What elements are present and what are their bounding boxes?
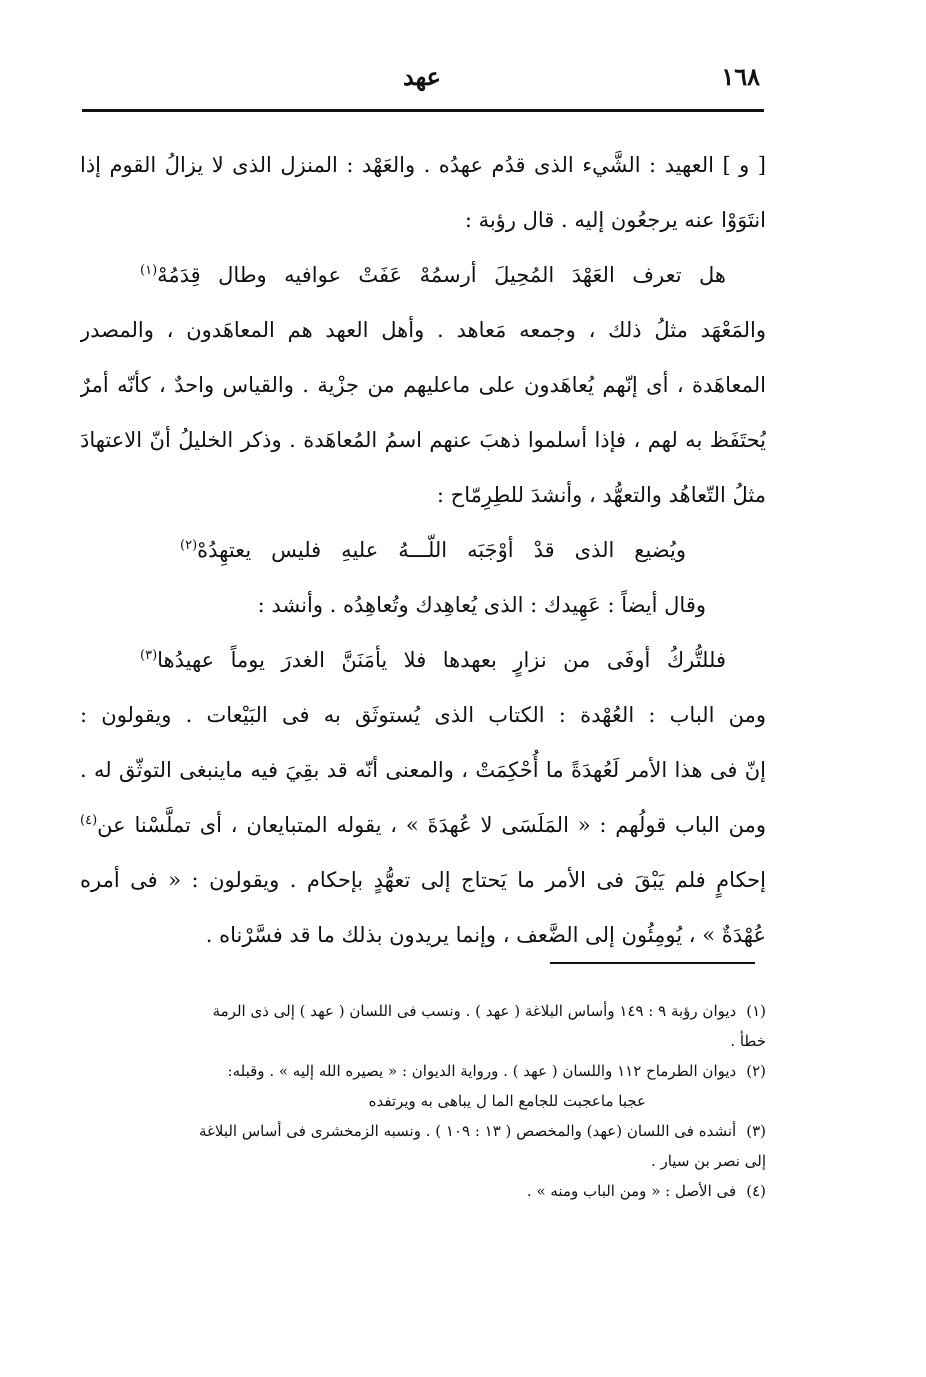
footnote-text: ديوان رؤبة ٩ : ١٤٩ وأساس البلاغة ( عهد ) . ونسب فى اللسان ( عهد ) إلى ذى الرمة <box>212 1002 737 1020</box>
footnote <box>80 1056 766 1086</box>
text-line: [ و ] العهيد : الشَّيء الذى قدُم عهدُه . والعَهْد : المنزل الذى لا يزالُ القوم إذا <box>80 153 766 177</box>
verse-text: ويُضيع الذى قدْ أوْجَبَه اللّـــهُ عليهِ فليس يعتهِدُهْ <box>197 538 686 562</box>
footnote-ref: (٤) <box>80 813 98 828</box>
header-rule <box>82 109 764 112</box>
footnote-ref: (٣) <box>140 648 158 663</box>
footnotes <box>80 996 766 1206</box>
text-line: المعاهَدة ، أى إنّهم يُعاهَدون على ماعليهم من جزْية . والقياس واحدٌ ، كأنّه أمرٌ <box>80 373 766 397</box>
main-text <box>80 138 766 963</box>
footnote-text: عجبا ماعجبت للجامع الما ل يباهى به ويرتفده <box>368 1092 646 1110</box>
text-line: انتَوَوْا عنه يرجعُون إليه . قال رؤبة : <box>464 208 766 232</box>
text-line: إنّ فى هذا الأمر لَعُهدَةً ما أُحْكِمَتْ ، والمعنى أنّه قد بقِيَ فيه ماينبغى التوثّق له . <box>80 758 766 782</box>
text-line: والمَعْهَد مثلُ ذلك ، وجمعه مَعاهد . وأهل العهد هم المعاهَدون ، والمصدر <box>80 318 766 342</box>
footnote-number: (٤) <box>746 1182 766 1200</box>
text-line: يُحتَفَظ به لهم ، فإذا أسلموا ذهبَ عنهم اسمُ المُعاهَدة . وذكر الخليلُ أنّ الاعتهادَ <box>80 428 766 452</box>
text-line: ومن الباب : العُهْدة : الكتاب الذى يُستوثَق به فى البَيْعات . ويقولون : <box>80 703 766 727</box>
page-number: ١٦٨ <box>721 62 760 91</box>
footnote <box>80 996 766 1026</box>
text-line <box>80 798 766 853</box>
text-line: وقال أيضاً : عَهِيدك : الذى يُعاهِدك وتُعاهِدُه . وأنشد : <box>257 593 706 617</box>
footnote-number: (٣) <box>746 1122 766 1140</box>
verse-line <box>80 248 766 303</box>
verse-text: فللتُّركُ أوفَى من نزارٍ بعهدها فلا يأمَنَنَّ الغدرَ يوماً عهيدُها <box>157 648 726 672</box>
footnote-continuation <box>80 1146 766 1176</box>
footnote <box>80 1176 766 1206</box>
text-line: إحكامٍ فلم يَبْقَ فى الأمر ما يَحتاج إلى تعهُّدٍ بإحكام . ويقولون : « فى أمره <box>80 868 766 892</box>
footnote-text: خطأ . <box>730 1032 766 1050</box>
footnote-separator <box>550 962 755 964</box>
footnote-text: ديوان الطرماح ١١٢ واللسان ( عهد ) . ورواية الديوان : « يصيره الله إليه » . وقبله: <box>227 1062 737 1080</box>
verse-text: هل تعرف العَهْدَ المُحِيلَ أرسمُهْ عَفَتْ عوافيه وطال قِدَمُهْ <box>157 263 726 287</box>
footnote-verse <box>80 1086 766 1116</box>
running-header <box>84 52 760 96</box>
footnote-ref: (٢) <box>180 538 198 553</box>
footnote-continuation <box>80 1026 766 1056</box>
footnote-ref: (١) <box>140 263 158 278</box>
header-title: عهد <box>403 62 441 91</box>
footnote-text: أنشده فى اللسان (عهد) والمخصص ( ١٣ : ١٠٩ ) . ونسبه الزمخشرى فى أساس البلاغة <box>199 1122 737 1140</box>
footnote-number: (١) <box>746 1002 766 1020</box>
footnote <box>80 1116 766 1146</box>
text-line: عُهْدَةٌ » ، يُومِئُون إلى الضَّعف ، وإنما يريدون بذلك ما قد فسَّرْناه . <box>205 923 766 947</box>
verse-line <box>80 633 766 688</box>
text-line: مثلُ التّعاهُد والتعهُّد ، وأنشدَ للطِرِمّاح : <box>436 483 766 507</box>
footnote-text: إلى نصر بن سيار . <box>650 1152 766 1170</box>
footnote-number: (٢) <box>746 1062 766 1080</box>
footnote-text: فى الأصل : « ومن الباب ومنه » . <box>526 1182 737 1200</box>
verse-line <box>80 523 766 578</box>
text-fragment: ومن الباب قولُهم : « المَلَسَى لا عُهدَةَ » ، يقوله المتبايعان ، أى تملَّسْنا عن <box>97 813 766 837</box>
